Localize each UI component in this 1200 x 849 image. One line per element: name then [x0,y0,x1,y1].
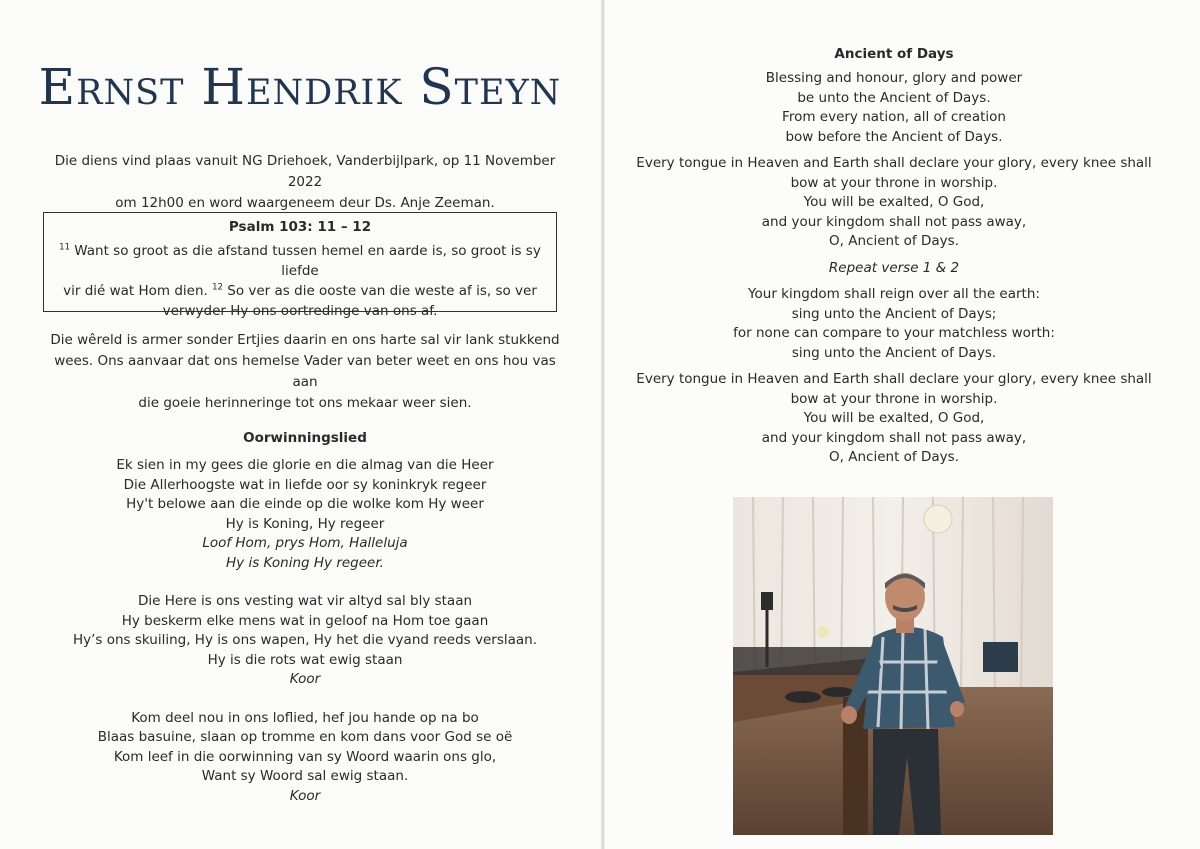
lyric-line: You will be exalted, O God, [803,194,985,210]
lyric-line: for none can compare to your matchless worth: [733,325,1055,341]
lyric-line: O, Ancient of Days. [829,233,959,249]
portrait-photo [733,497,1053,835]
page-title: Ernst Hendrik Steyn [38,58,562,116]
chorus-line: Hy is Koning Hy regeer. [226,554,384,571]
tribute-line: wees. Ons aanvaar dat ons hemelse Vader van beter weet en ons hou vas aan [54,353,556,390]
psalm-line [54,281,546,301]
psalm-text [54,241,546,321]
lyric-line: bow before the Ancient of Days. [785,128,1003,145]
repeat-instruction: Repeat verse 1 & 2 [828,259,960,276]
psalm-line [54,241,546,281]
lyric-line: bow at your throne in worship. [790,390,998,407]
lyric-line: Die Allerhoogste wat in liefde oor sy koninkryk regeer [123,476,487,493]
lyric-line: and your kingdom shall not pass away, [761,213,1027,230]
lyric-line: sing unto the Ancient of Days. [791,344,997,361]
verse-number: 12 [212,282,223,293]
service-info-line: om 12h00 en word waargeneem deur Ds. Anje Zeeman. [115,195,495,211]
song-lines [40,456,570,806]
tribute-line: Die wêreld is armer sonder Ertjies daarin en ons harte sal vir lank stukkend [50,332,560,348]
verse-number: 11 [59,242,70,253]
portrait-illustration [733,497,1053,835]
song-lines [624,69,1164,468]
lyric-line: You will be exalted, O God, [803,410,985,426]
psalm-line-text: Want so groot as die afstand tussen hemel en aarde is, so groot is sy liefde [74,243,541,279]
lyric-line: Ek sien in my gees die glorie en die almag van die Heer [116,457,494,473]
page-fold [601,0,605,849]
lyric-line: Every tongue in Heaven and Earth shall declare your glory, every knee shall [636,155,1152,171]
chorus-line: Loof Hom, prys Hom, Halleluja [202,535,408,551]
tribute-line: die goeie herinneringe tot ons mekaar weer sien. [138,395,472,411]
lyric-line: Kom deel nou in ons loflied, hef jou hande op na bo [131,709,479,726]
lyric-line: Hy beskerm elke mens wat in geloof na Hom toe gaan [121,612,489,629]
lyric-line: Hy is die rots wat ewig staan [207,651,403,668]
psalm-heading: Psalm 103: 11 – 12 [228,219,372,235]
lyric-line: Blessing and honour, glory and power [765,70,1023,86]
lyric-line: bow at your throne in worship. [790,174,998,191]
lyric-line: Want sy Woord sal ewig staan. [201,768,409,784]
psalm-box [43,212,557,319]
song-ancient-of-days [624,46,1164,468]
lyric-line: Hy’s ons skuiling, Hy is ons wapen, Hy het die vyand reeds verslaan. [72,632,538,648]
lyric-line: Blaas basuine, slaan op tromme en kom dans voor God se oë [97,729,513,745]
lyric-line: O, Ancient of Days. [829,449,959,465]
psalm-line-text: So ver as die ooste van die weste af is, so ver [227,283,537,299]
chorus-marker: Koor [289,787,321,804]
tribute-text [40,330,570,414]
chorus-marker: Koor [289,671,321,687]
song-heading: Oorwinningslied [243,430,367,446]
lyric-line: Every tongue in Heaven and Earth shall declare your glory, every knee shall [636,371,1152,387]
song-oorwinningslied [40,430,570,806]
lyric-line: Your kingdom shall reign over all the earth: [748,286,1040,302]
lyric-line: From every nation, all of creation [782,109,1006,125]
lyric-line: Die Here is ons vesting wat vir altyd sal bly staan [137,593,473,609]
lyric-line: Kom leef in die oorwinning van sy Woord waarin ons glo, [113,748,497,765]
song-heading: Ancient of Days [834,46,954,62]
lyric-line: Hy't belowe aan die einde op die wolke kom Hy weer [126,496,484,512]
lyric-line: and your kingdom shall not pass away, [761,429,1027,446]
service-info-line: Die diens vind plaas vanuit NG Driehoek, Vanderbijlpark, op 11 November 2022 [54,153,556,190]
lyric-line: be unto the Ancient of Days. [797,89,991,106]
service-info [40,151,570,214]
lyric-line: Hy is Koning, Hy regeer [225,515,385,532]
psalm-line-text: vir dié wat Hom dien. [63,283,208,299]
lyric-line: sing unto the Ancient of Days; [791,305,997,322]
psalm-line: verwyder Hy ons oortredinge van ons af. [162,303,438,319]
